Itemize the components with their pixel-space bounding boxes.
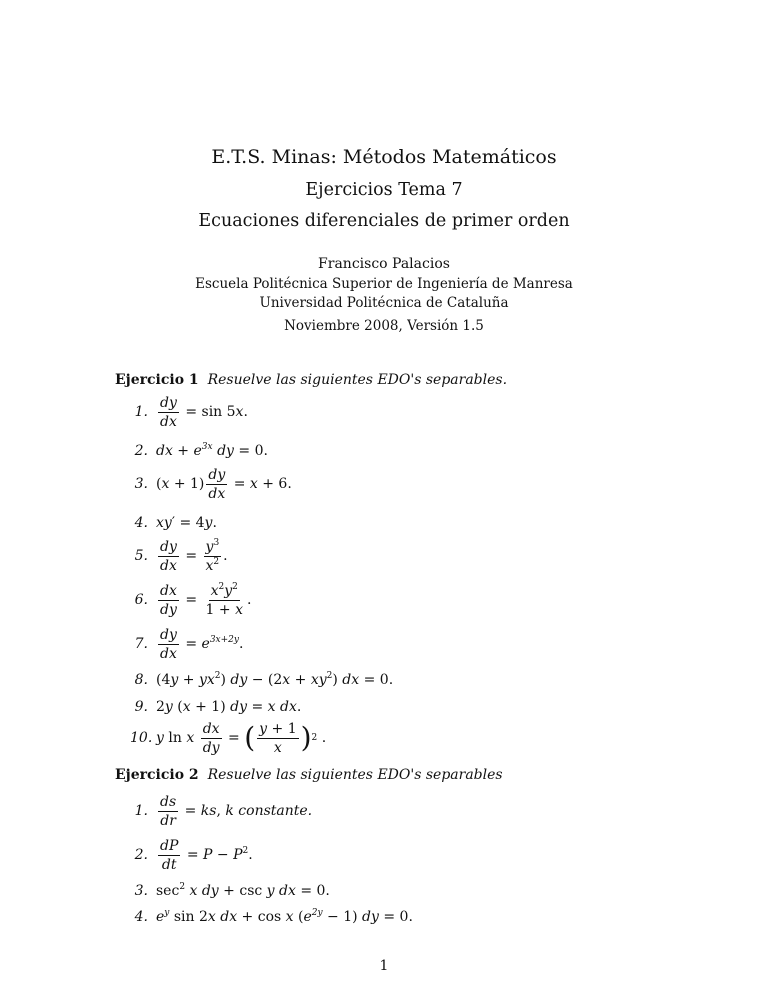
exercise-1-item-3: 3. (x + 1) $\frac{dy}{dx}$ = x + 6. (134, 466, 292, 502)
version-date: Noviembre 2008, Versión 1.5 (284, 318, 484, 334)
page-number: 1 (379, 958, 389, 974)
exercise-2-item-4: 4. $e^y$ sin 2x dx + cos x $(e^{2y} - 1)$ dy = 0. (134, 908, 413, 925)
course-title: E.T.S. Minas: Métodos Matemáticos (211, 146, 557, 168)
exercise-1-item-1: 1. $\frac{dy}{dx}$ = sin 5x. (134, 394, 248, 430)
subtitle: Ecuaciones diferenciales de primer orden (198, 211, 570, 231)
exercise-1-item-4: 4. xy′ = 4y. (134, 515, 217, 531)
exercise-2-item-1: 1. $\frac{ds}{dr}$ = ks, k constante. (134, 793, 313, 829)
exercise-2-label: Ejercicio 2 (115, 767, 199, 783)
author: Francisco Palacios (318, 256, 450, 272)
exercise-1-item-9: 9. 2y (x + 1) dy = x dx. (134, 699, 302, 715)
exercise-1-label: Ejercicio 1 (115, 372, 199, 388)
exercise-2-item-2: 2. $\frac{dP}{dt}$ = $P - P^2$. (134, 837, 253, 873)
university: Universidad Politécnica de Cataluña (259, 295, 509, 311)
exercise-2-statement: Resuelve las siguientes EDO's separables (207, 767, 503, 783)
exercise-1-item-7: 7. $\frac{dy}{dx}$ = $e^{3x+2y}$. (134, 626, 244, 662)
exercise-1-heading (115, 372, 507, 388)
exercise-1-item-2: 2. dx + $e^{3x}$ dy = 0. (134, 442, 268, 459)
exercise-1-item-6: 6. $\frac{dx}{dy}$ = $\frac{x^2y^2}{1 + x}$ . (134, 581, 252, 618)
exercise-1-statement: Resuelve las siguientes EDO's separables. (207, 372, 508, 388)
school: Escuela Politécnica Superior de Ingeniería de Manresa (195, 276, 573, 292)
exercise-2-heading (115, 767, 503, 783)
exercise-1-item-8: 8. $(4y + yx^2)$ dy − $(2x + xy^2)$ dx = 0. (134, 671, 394, 688)
exercise-1-item-5: 5. $\frac{dy}{dx}$ = $\frac{y^3}{x^2}$ . (134, 537, 228, 574)
exercise-2-item-3: 3. $\sec^2 x$ dy + csc y dx = 0. (134, 882, 330, 899)
exercise-1-item-10: 10. y ln x $\frac{dx}{dy}$ = ( $\frac{y + 1}{x}$ ) 2 . (130, 720, 327, 756)
topic-title: Ejercicios Tema 7 (305, 180, 463, 200)
